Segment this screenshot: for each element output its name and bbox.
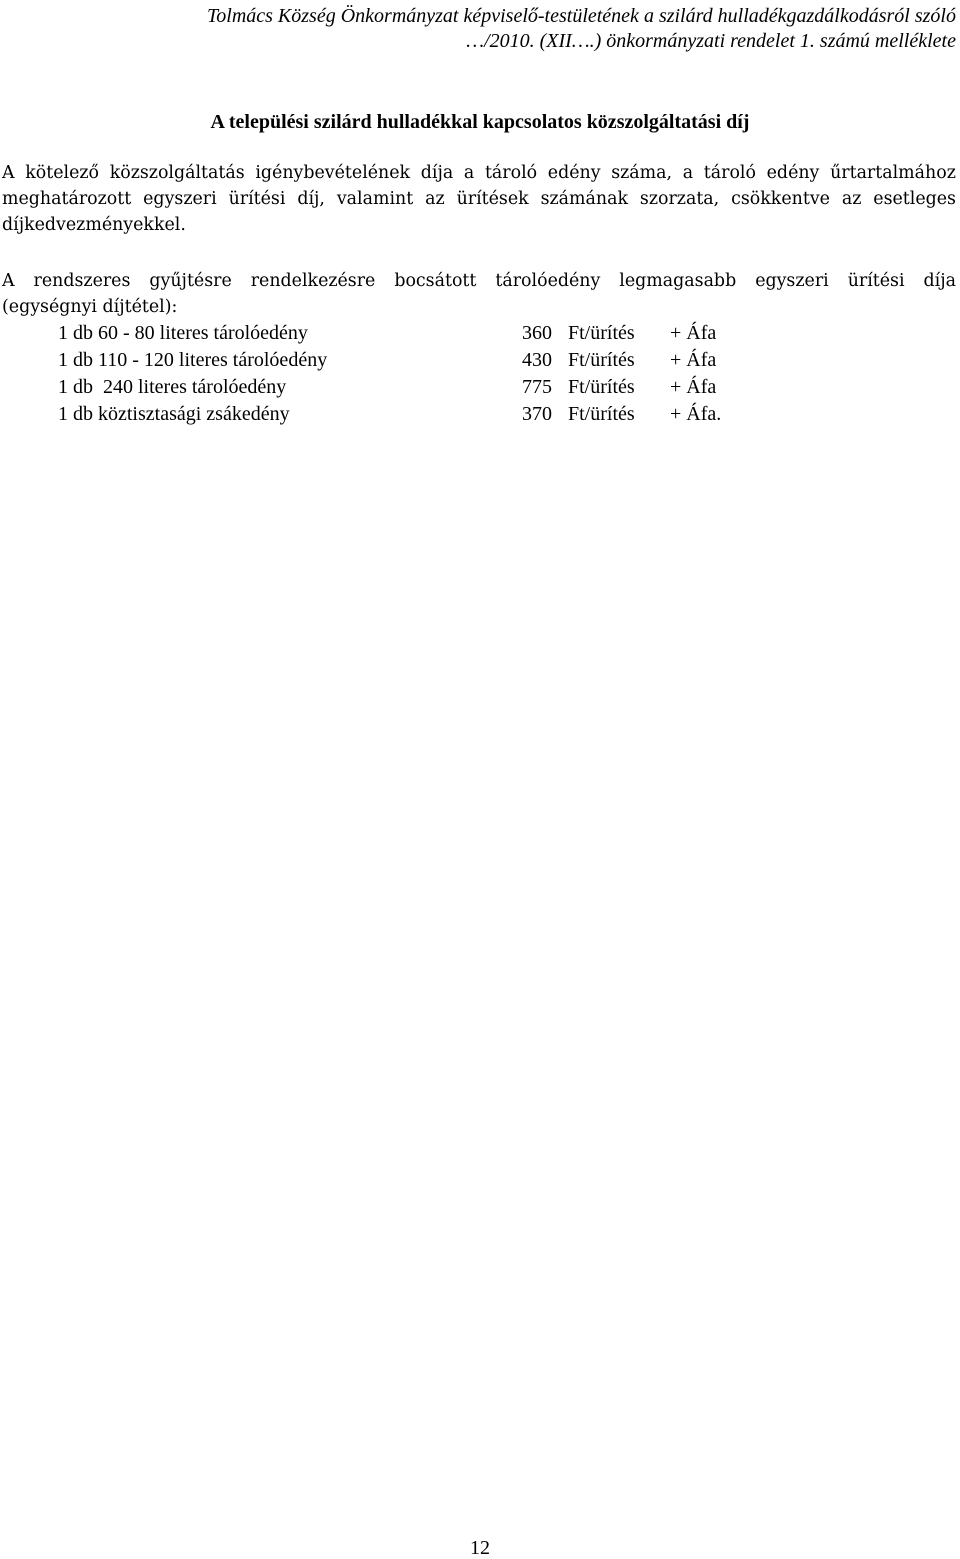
word: az [841,189,862,209]
header-line-2: …/2010. (XII….) önkormányzati rendelet 1. számú melléklete [466,30,956,52]
word: tároló [484,163,538,183]
word: meghatározott [2,189,132,209]
paragraph-line [2,186,956,212]
word: közszolgáltatás [109,163,245,183]
word: az [425,189,445,209]
fee-vat: + Áfa [670,349,717,371]
fee-item: 1 db köztisztasági zsákedény [58,403,290,425]
fee-item: 1 db 110 - 120 literes tárolóedény [58,349,328,371]
word: tárolóedény [495,271,601,291]
page-number: 12 [470,1537,490,1559]
fee-row [58,347,758,374]
word: igénybevételének [255,163,411,183]
word: ürítések [456,189,529,209]
word: csökkentve [731,189,830,209]
word: egyszeri [143,189,217,209]
fee-unit: Ft/ürítés [568,322,635,344]
document-title: A települési szilárd hulladékkal kapcsolatos közszolgáltatási díj [210,111,750,133]
word: ürítési [228,189,286,209]
fee-row [58,374,758,401]
word: a [463,163,475,183]
word: kötelező [25,163,100,183]
paragraph-unit-fee [2,268,956,320]
fee-vat: + Áfa. [670,403,722,425]
word: edény [547,163,601,183]
word: ürítési [847,271,905,291]
word: díja [923,271,956,291]
word: űrtartalmához [830,163,956,183]
fee-amount: 360 [522,322,552,344]
header-line-1: Tolmács Község Önkormányzat képviselő-testületének a szilárd hulladékgazdálkodásról szóló [206,5,956,27]
word: legmagasabb [619,271,737,291]
fee-amount: 370 [522,403,552,425]
word: számának [540,189,629,209]
word: edény [766,163,820,183]
word: díj, [297,189,325,209]
fee-unit: Ft/ürítés [568,376,635,398]
paragraph-line [2,268,956,294]
word: gyűjtésre [149,271,232,291]
page-header [16,4,956,54]
word: bocsátott [394,271,477,291]
word: esetleges [873,189,956,209]
fee-vat: + Áfa [670,322,717,344]
word: díja [420,163,454,183]
paragraph-line: (egységnyi díjtétel): [2,297,178,317]
word: egyszeri [755,271,829,291]
word: rendszeres [33,271,131,291]
fee-unit: Ft/ürítés [568,403,635,425]
fee-vat: + Áfa [670,376,717,398]
word: tároló [703,163,756,183]
fee-amount: 775 [522,376,552,398]
word: rendelkezésre [250,271,376,291]
fee-row [58,320,758,347]
word: valamint [336,189,414,209]
fee-item: 1 db 240 literes tárolóedény [58,376,287,398]
paragraph-line [2,160,956,186]
fee-row [58,401,758,428]
word: A [2,163,15,183]
fee-unit: Ft/ürítés [568,349,635,371]
fee-amount: 430 [522,349,552,371]
word: a [682,163,694,183]
fee-item: 1 db 60 - 80 literes tárolóedény [58,322,308,344]
paragraph-line: díjkedvezményekkel. [2,215,186,235]
paragraph-fee-definition [2,160,956,238]
word: A [2,271,15,291]
word: száma, [611,163,673,183]
fee-list [58,320,758,428]
word: szorzata, [639,189,720,209]
